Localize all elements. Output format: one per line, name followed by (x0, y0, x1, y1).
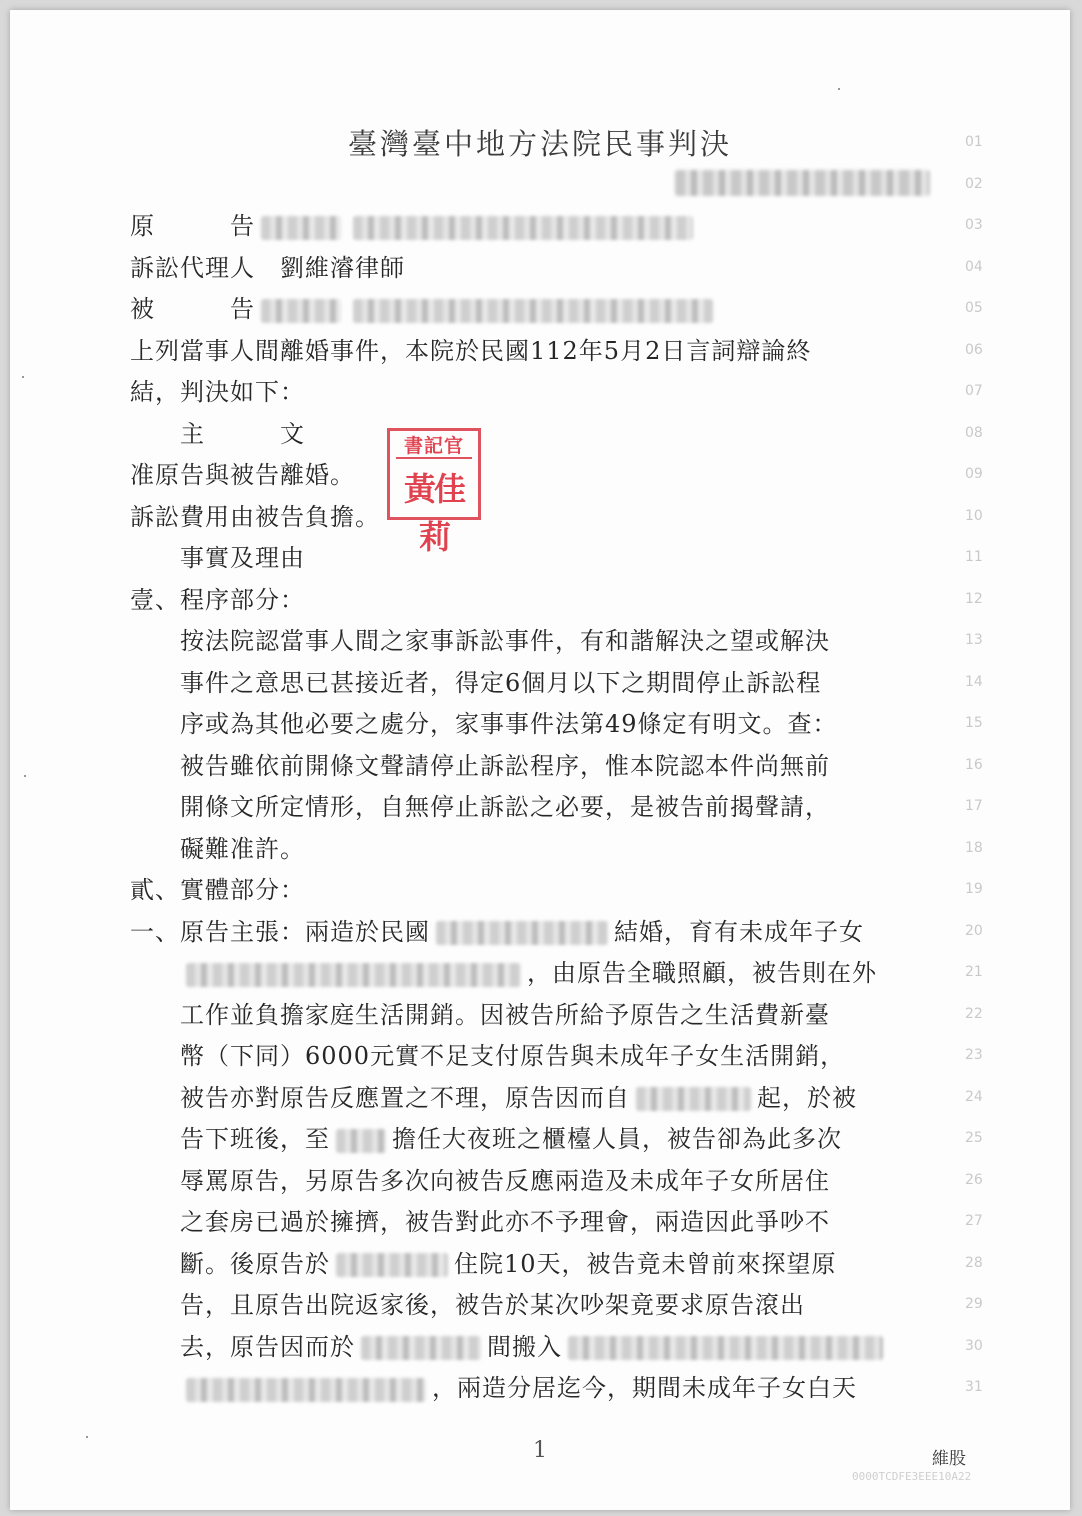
line-text: 結婚，育有未成年子女 (614, 917, 864, 946)
document-line (130, 1243, 837, 1285)
line-text: 擔任大夜班之櫃檯人員，被告卻為此多次 (392, 1125, 842, 1153)
line-text: 辱罵原告，另原告多次向被告反應兩造及未成年子女所居住 (130, 1166, 830, 1195)
line-text: 告下班後，至 (130, 1125, 330, 1153)
line-text (130, 959, 180, 987)
line-text: 序或為其他必要之處分，家事事件法第49條定有明文。查： (130, 710, 838, 738)
document-title: 臺灣臺中地方法院民事判決 (347, 127, 732, 161)
line-text: 工作並負擔家庭生活開銷。因被告所給予原告之生活費新臺 (130, 1000, 830, 1029)
document-line (130, 371, 305, 413)
line-text: 訴訟費用由被告負擔。 (130, 502, 380, 531)
redacted-text (568, 1336, 883, 1360)
line-text: 壹、程序部分： (130, 585, 305, 614)
line-number: 20 (965, 922, 983, 939)
redacted-text (436, 921, 608, 945)
line-number: 09 (965, 466, 983, 482)
redacted-text (261, 299, 341, 323)
line-text: 住院10天，被告竟未曾前來探望原 (454, 1249, 837, 1278)
line-text: 主 文 (130, 419, 305, 448)
document-line (130, 786, 830, 828)
document-line (130, 1284, 805, 1326)
redacted-text (336, 1129, 386, 1153)
line-text: ，由原告全職照顧，被告則在外 (527, 959, 877, 987)
document-line (130, 662, 821, 704)
line-number: 19 (965, 881, 983, 897)
line-number: 30 (965, 1337, 983, 1354)
line-number: 11 (965, 549, 983, 565)
line-text: 一、原告主張：兩造於民國 (130, 917, 430, 946)
line-number: 14 (965, 673, 983, 690)
line-text: 幣（下同）6000元實不足支付原告與未成年子女生活開銷， (130, 1042, 846, 1070)
line-number: 06 (965, 341, 983, 358)
document-line (130, 1118, 842, 1160)
line-text: 被 告 (130, 295, 255, 323)
line-number: 27 (965, 1213, 983, 1229)
division-label: 維股 (932, 1449, 966, 1469)
line-text: 被告亦對原告反應置之不理，原告因而自 (130, 1083, 630, 1112)
document-line (130, 496, 380, 538)
scan-speck (24, 775, 26, 777)
line-text: 之套房已過於擁擠，被告對此亦不予理會，兩造因此爭吵不 (130, 1208, 830, 1236)
document-line (130, 537, 305, 579)
document-line (130, 1160, 830, 1202)
line-number: 07 (965, 383, 983, 399)
line-text: 礙難准許。 (130, 834, 305, 863)
document-code: 0000TCDFE3EEE10A22 (852, 1470, 972, 1483)
line-number: 29 (965, 1296, 983, 1312)
line-number: 01 (965, 134, 983, 150)
line-text: 結，判決如下： (130, 378, 305, 406)
line-number: 13 (965, 632, 983, 648)
redacted-text (186, 963, 521, 987)
line-text: 起，於被 (757, 1083, 857, 1112)
line-text: 訴訟代理人 劉維濬律師 (130, 253, 405, 282)
document-line (130, 620, 830, 662)
document-line (130, 1077, 857, 1119)
line-text: 斷。後原告於 (130, 1249, 330, 1278)
clerk-seal (387, 428, 481, 556)
document-line (130, 205, 699, 247)
line-number: 05 (965, 300, 983, 316)
line-text (130, 1374, 180, 1402)
document-line (130, 288, 719, 330)
redacted-text (636, 1087, 751, 1111)
seal-name: 黃佳莉 (403, 470, 464, 556)
line-text: 去，原告因而於 (130, 1332, 355, 1361)
document-line (130, 952, 877, 994)
line-text: 准原告與被告離婚。 (130, 461, 355, 489)
line-text: 告，且原告出院返家後，被告於某次吵架竟要求原告滾出 (130, 1291, 805, 1319)
document-line (130, 413, 305, 455)
document-line (130, 579, 305, 621)
line-text: ，兩造分居迄今，期間未成年子女白天 (432, 1374, 857, 1402)
line-number: 22 (965, 1005, 983, 1022)
line-number: 15 (965, 715, 983, 731)
scan-speck (22, 376, 24, 378)
line-text: 事實及理由 (130, 544, 305, 572)
document-line (130, 994, 830, 1036)
line-number: 08 (965, 424, 983, 441)
line-number: 12 (965, 590, 983, 607)
line-number: 18 (965, 839, 983, 856)
redacted-text (186, 1378, 426, 1402)
line-number: 16 (965, 756, 983, 773)
line-text: 按法院認當事人間之家事訴訟事件，有和諧解決之望或解決 (130, 627, 830, 655)
document-line (130, 247, 405, 289)
redacted-case-number (675, 170, 930, 196)
redacted-text (353, 216, 693, 240)
line-number: 28 (965, 1254, 983, 1271)
scan-speck (86, 1436, 88, 1438)
document-line (130, 745, 830, 787)
line-text: 開條文所定情形，自無停止訴訟之必要，是被告前揭聲請， (130, 793, 830, 821)
document-line (130, 1326, 889, 1368)
line-number: 04 (965, 258, 983, 275)
line-text: 貳、實體部分： (130, 876, 305, 904)
line-text: 被告雖依前開條文聲請停止訴訟程序，惟本院認本件尚無前 (130, 751, 830, 780)
line-text: 原 告 (130, 212, 255, 240)
redacted-text (336, 1253, 448, 1277)
line-number: 21 (965, 964, 983, 980)
document-line (130, 1035, 845, 1077)
line-number: 31 (965, 1379, 983, 1395)
line-number: 25 (965, 1130, 983, 1146)
document-line (130, 1367, 857, 1409)
document-line (130, 911, 864, 953)
document-line (130, 330, 811, 372)
redacted-text (353, 299, 713, 323)
seal-title: 書記官 (396, 435, 472, 459)
page-number: 1 (533, 1438, 547, 1463)
line-number: 23 (965, 1047, 983, 1063)
line-text: 上列當事人間離婚事件，本院於民國112年5月2日言詞辯論終 (130, 336, 812, 365)
redacted-text (261, 216, 341, 240)
line-number: 17 (965, 798, 983, 814)
document-page (10, 10, 1070, 1510)
document-line (130, 454, 355, 496)
scan-speck (838, 88, 840, 90)
line-number: 03 (965, 217, 983, 233)
line-number: 26 (965, 1171, 983, 1188)
document-line (130, 1201, 830, 1243)
document-line (130, 828, 305, 870)
line-text: 事件之意思已甚接近者，得定6個月以下之期間停止訴訟程 (130, 668, 822, 697)
line-number: 02 (965, 176, 983, 192)
line-number: 10 (965, 507, 983, 524)
document-line (130, 869, 305, 911)
line-number: 24 (965, 1088, 983, 1105)
document-line (130, 703, 838, 745)
redacted-text (361, 1336, 481, 1360)
line-text: 間搬入 (487, 1332, 562, 1361)
